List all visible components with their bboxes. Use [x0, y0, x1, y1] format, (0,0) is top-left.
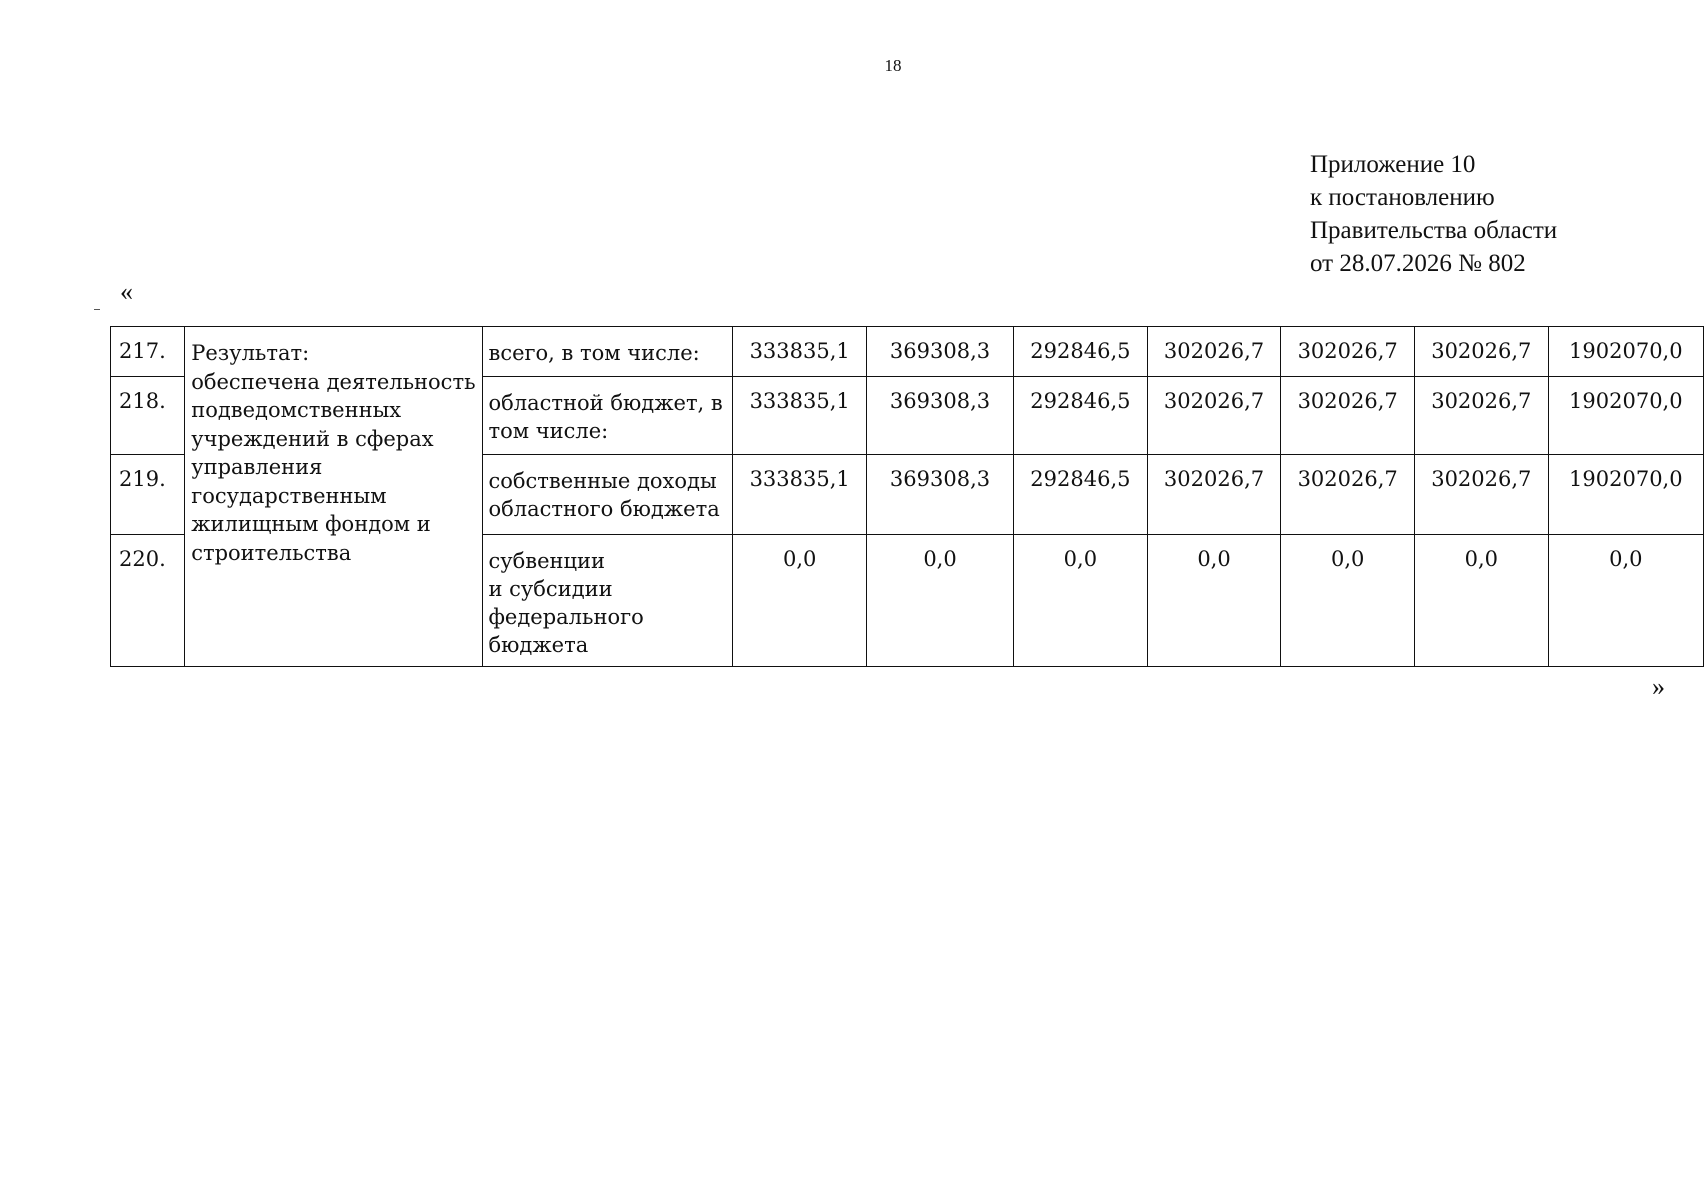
value-cell: 302026,7: [1414, 327, 1548, 377]
source-line: федерального: [488, 605, 644, 629]
funding-source: [482, 377, 733, 455]
value-cell: 0,0: [1147, 535, 1281, 667]
value-cell: 292846,5: [1014, 455, 1148, 535]
value-cell: 0,0: [1414, 535, 1548, 667]
value-cell: 302026,7: [1147, 377, 1281, 455]
value-cell: 302026,7: [1147, 327, 1281, 377]
value-cell: 369308,3: [866, 327, 1013, 377]
source-line: собственные доходы: [488, 469, 717, 493]
value-cell: 0,0: [733, 535, 867, 667]
value-cell: 369308,3: [866, 377, 1013, 455]
value-cell: 333835,1: [733, 327, 867, 377]
appendix-line: от 28.07.2026 № 802: [1310, 250, 1526, 277]
row-number: 217.: [111, 327, 185, 377]
appendix-line: к постановлению: [1310, 184, 1495, 211]
value-cell: 302026,7: [1414, 377, 1548, 455]
result-line: строительства: [191, 540, 352, 565]
result-line: обеспечена деятельность: [191, 369, 476, 394]
value-cell: 1902070,0: [1548, 327, 1703, 377]
result-line: учреждений в сферах: [191, 426, 434, 451]
row-number: 219.: [111, 455, 185, 535]
value-cell: 302026,7: [1281, 377, 1415, 455]
result-line: Результат:: [191, 341, 310, 365]
row-number: 218.: [111, 377, 185, 455]
source-line: том числе:: [488, 419, 609, 443]
source-line: субвенции: [488, 549, 606, 573]
result-line: государственным: [191, 483, 387, 508]
table-row: [111, 327, 1704, 377]
budget-table: [110, 326, 1704, 667]
value-cell: 333835,1: [733, 377, 867, 455]
result-line: управления: [191, 455, 323, 479]
value-cell: 292846,5: [1014, 327, 1148, 377]
value-cell: 302026,7: [1414, 455, 1548, 535]
result-description: [185, 327, 482, 667]
value-cell: 369308,3: [866, 455, 1013, 535]
value-cell: 333835,1: [733, 455, 867, 535]
value-cell: 292846,5: [1014, 377, 1148, 455]
funding-source: [482, 535, 733, 667]
funding-source: [482, 327, 733, 377]
source-line: и субсидии: [488, 577, 613, 601]
source-line: областной бюджет, в: [488, 391, 723, 415]
appendix-line: Приложение 10: [1310, 151, 1476, 178]
funding-source: [482, 455, 733, 535]
value-cell: 1902070,0: [1548, 377, 1703, 455]
result-line: жилищным фондом и: [191, 512, 431, 536]
closing-quote: »: [1652, 672, 1665, 701]
opening-quote: «: [120, 277, 133, 306]
source-line: бюджета: [488, 633, 589, 657]
appendix-line: Правительства области: [1310, 217, 1558, 244]
value-cell: 0,0: [1548, 535, 1703, 667]
value-cell: 0,0: [1281, 535, 1415, 667]
value-cell: 1902070,0: [1548, 455, 1703, 535]
value-cell: 302026,7: [1281, 327, 1415, 377]
value-cell: 302026,7: [1147, 455, 1281, 535]
result-line: подведомственных: [191, 398, 402, 422]
value-cell: 0,0: [1014, 535, 1148, 667]
appendix-block: [1310, 148, 1557, 280]
page-number: 18: [884, 56, 902, 75]
value-cell: 0,0: [866, 535, 1013, 667]
row-number: 220.: [111, 535, 185, 667]
source-line: областного бюджета: [488, 497, 720, 521]
divider-mark: [94, 309, 100, 310]
source-line: всего, в том числе:: [488, 341, 700, 365]
value-cell: 302026,7: [1281, 455, 1415, 535]
